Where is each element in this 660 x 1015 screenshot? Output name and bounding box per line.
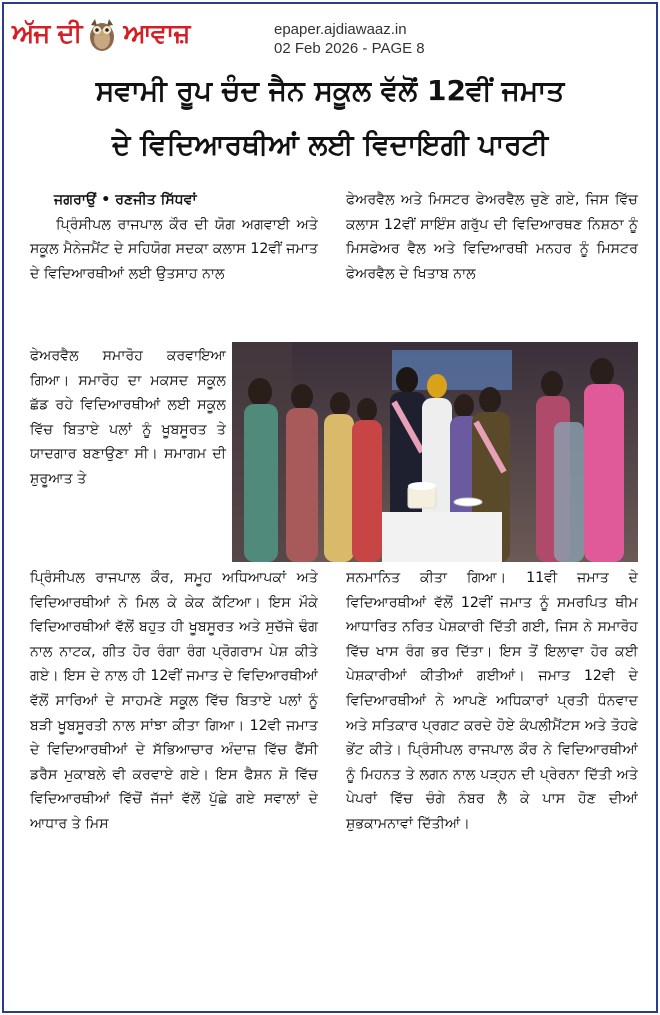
paragraph-events: ਪ੍ਰਿੰਸੀਪਲ ਰਾਜਪਾਲ ਕੌਰ, ਸਮੂਹ ਅਧਿਆਪਕਾਂ ਅਤੇ ਵਿਦਿਆਰਥੀਆਂ ਨੇ ਮਿਲ ਕੇ ਕੇਕ ਕੱਟਿਆ। ਇਸ ਮੌਕੇ ਵਿਦਿਆਰਥੀਆਂ ਵੱਲੋਂ ਬਹੁਤ ਹੀ ਖੂਬਸੂਰਤ ਅਤੇ ਸੁਚੱਜੇ ਢੰਗ ਨਾਲ ਨਾਟਕ, ਗੀਤ ਹੋਰ ਰੰਗਾ ਰੰਗ ਪ੍ਰੋਗਰਾਮ ਪੇਸ਼ ਕੀਤੇ ਗਏ। ਇਸ ਦੇ ਨਾਲ ਹੀ 12ਵੀਂ ਜਮਾਤ ਦੇ ਵਿਦਿਆਰਥੀਆਂ ਵੱਲੋਂ ਸਾਰਿਆਂ ਦੇ ਸਾਹਮਣੇ ਸਕੂਲ ਵਿੱਚ ਬਿਤਾਏ ਪਲਾਂ ਨੂੰ ਬੜੀ ਖੂਬਸੂਰਤੀ ਨਾਲ ਸਾਂਝਾ ਕੀਤਾ ਗਿਆ। 12ਵੀ ਜਮਾਤ ਦੇ ਵਿਦਿਆਰਥੀਆਂ ਦੇ ਸੱਭਿਆਚਾਰ ਅੰਦਾਜ਼ ਵਿੱਚ ਫੈਂਸੀ ਡਰੈਸ ਮੁਕਾਬਲੇ ਵੀ ਕਰਵਾਏ ਗਏ। ਇਸ ਫੈਸ਼ਨ ਸ਼ੋ ਵਿੱਚ ਵਿਦਿਆਰਥੀਆਂ ਵਿੱਚੋਂ ਜੱਜਾਂ ਵੱਲੋਂ ਪੁੱਛੇ ਗਏ ਸਵਾਲਾਂ ਦੇ ਆਧਾਰ ਤੇ ਮਿਸ [30,570,318,832]
article-column-2-top [346,188,638,286]
article-column-2-bottom [346,566,638,837]
paragraph-purpose: ਫੇਅਰਵੈਲ ਸਮਾਰੋਹ ਕਰਵਾਇਆ ਗਿਆ। ਸਮਾਰੋਹ ਦਾ ਮਕਸਦ ਸਕੂਲ ਛੱਡ ਰਹੇ ਵਿਦਿਆਰਥੀਆਂ ਲਈ ਸਕੂਲ ਵਿੱਚ ਬਿਤਾਏ ਪਲਾਂ ਨੂੰ ਖੂਬਸੂਰਤ ਤੇ ਯਾਦਗਾਰ ਬਣਾਉਣਾ ਸੀ। ਸਮਾਗਮ ਦੀ ਸ਼ੁਰੂਆਤ ਤੇ [30,348,226,487]
date-page: 02 Feb 2026 - PAGE 8 [274,40,425,57]
masthead-name-left: ਅੱਜ ਦੀ [12,18,82,49]
article-column-1-middle [30,344,226,492]
paragraph-intro: ਪ੍ਰਿੰਸੀਪਲ ਰਾਜਪਾਲ ਕੌਰ ਦੀ ਯੋਗ ਅਗਵਾਈ ਅਤੇ ਸਕੂਲ ਮੈਨੇਜਮੈਂਟ ਦੇ ਸਹਿਯੋਗ ਸਦਕਾ ਕਲਾਸ 12ਵੀਂ ਜਮਾਤ ਦੇ ਵਿਦਿਆਰਥੀਆਂ ਲਈ ਉਤਸਾਹ ਨਾਲ [30,216,318,282]
headline-line-2: ਦੇ ਵਿਦਿਆਰਥੀਆਂ ਲਈ ਵਿਦਾਇਗੀ ਪਾਰਟੀ [111,128,549,161]
event-photo [232,342,638,562]
byline: ਜਗਰਾਉਂ • ਰਣਜੀਤ ਸਿੱਧਵਾਂ [54,192,197,208]
masthead[interactable] [12,14,282,54]
owl-logo-icon [85,15,119,53]
article-column-1-top [30,188,318,286]
paragraph-conclusion: ਸਨਮਾਨਿਤ ਕੀਤਾ ਗਿਆ। 11ਵੀ ਜਮਾਤ ਦੇ ਵਿਦਿਆਰਥੀਆਂ ਵੱਲੋਂ 12ਵੀਂ ਜਮਾਤ ਨੂੰ ਸਮਰਪਿਤ ਥੀਮ ਆਧਾਰਿਤ ਨਰਿਤ ਪੇਸ਼ਕਾਰੀ ਦਿੱਤੀ ਗਈ, ਜਿਸ ਨੇ ਸਮਾਰੋਹ ਵਿੱਚ ਖਾਸ ਰੰਗ ਭਰ ਦਿੱਤਾ। ਇਸ ਤੋਂ ਇਲਾਵਾ ਹੋਰ ਕਈ ਪੇਸ਼ਕਾਰੀਆਂ ਕੀਤੀਆਂ ਗਈਆਂ। ਜਮਾਤ 12ਵੀ ਦੇ ਵਿਦਿਆਰਥੀਆਂ ਨੇ ਆਪਣੇ ਅਧਿਕਾਰਾਂ ਪ੍ਰਤੀ ਧੰਨਵਾਦ ਅਤੇ ਸਤਿਕਾਰ ਪ੍ਰਗਟ ਕਰਦੇ ਹੋਏ ਕੰਪਲੀਮੈਂਟਸ ਅਤੇ ਤੋਹਫੇ ਭੇਂਟ ਕੀਤੇ। ਪ੍ਰਿੰਸੀਪਲ ਰਾਜਪਾਲ ਕੌਰ ਨੇ ਵਿਦਿਆਰਥੀਆਂ ਨੂੰ ਮਿਹਨਤ ਤੇ ਲਗਨ ਨਾਲ ਪੜ੍ਹਨ ਦੀ ਪ੍ਰੇਰਨਾ ਦਿੱਤੀ ਅਤੇ ਪੇਪਰਾਂ ਵਿੱਚ ਚੰਗੇ ਨੰਬਰ ਲੈ ਕੇ ਪਾਸ ਹੋਣ ਦੀਆਂ ਸ਼ੁਭਕਾਮਨਾਵਾਂ ਦਿੱਤੀਆਂ। [346,570,638,832]
site-url[interactable]: epaper.ajdiawaaz.in [274,21,407,38]
paragraph-awards: ਫੇਅਰਵੈਲ ਅਤੇ ਮਿਸਟਰ ਫੇਅਰਵੈਲ ਚੁਣੇ ਗਏ, ਜਿਸ ਵਿੱਚ ਕਲਾਸ 12ਵੀਂ ਸਾਇੰਸ ਗਰੁੱਪ ਦੀ ਵਿਦਿਆਰਥਣ ਨਿਸ਼ਠਾ ਨੂੰ ਮਿਸਫੇਅਰ ਵੈਲ ਅਤੇ ਵਿਦਿਆਰਥੀ ਮਨਹਰ ਨੂੰ ਮਿਸਟਰ ਫੇਅਰਵੈਲ ਦੇ ਖਿਤਾਬ ਨਾਲ [346,192,638,282]
headline-line-1: ਸਵਾਮੀ ਰੂਪ ਚੰਦ ਜੈਨ ਸਕੂਲ ਵੱਲੋਂ 12ਵੀਂ ਜਮਾਤ [95,74,565,107]
article-column-1-bottom [30,566,318,837]
edition-meta [274,20,425,58]
masthead-name-right: ਆਵਾਜ਼ [123,18,190,49]
